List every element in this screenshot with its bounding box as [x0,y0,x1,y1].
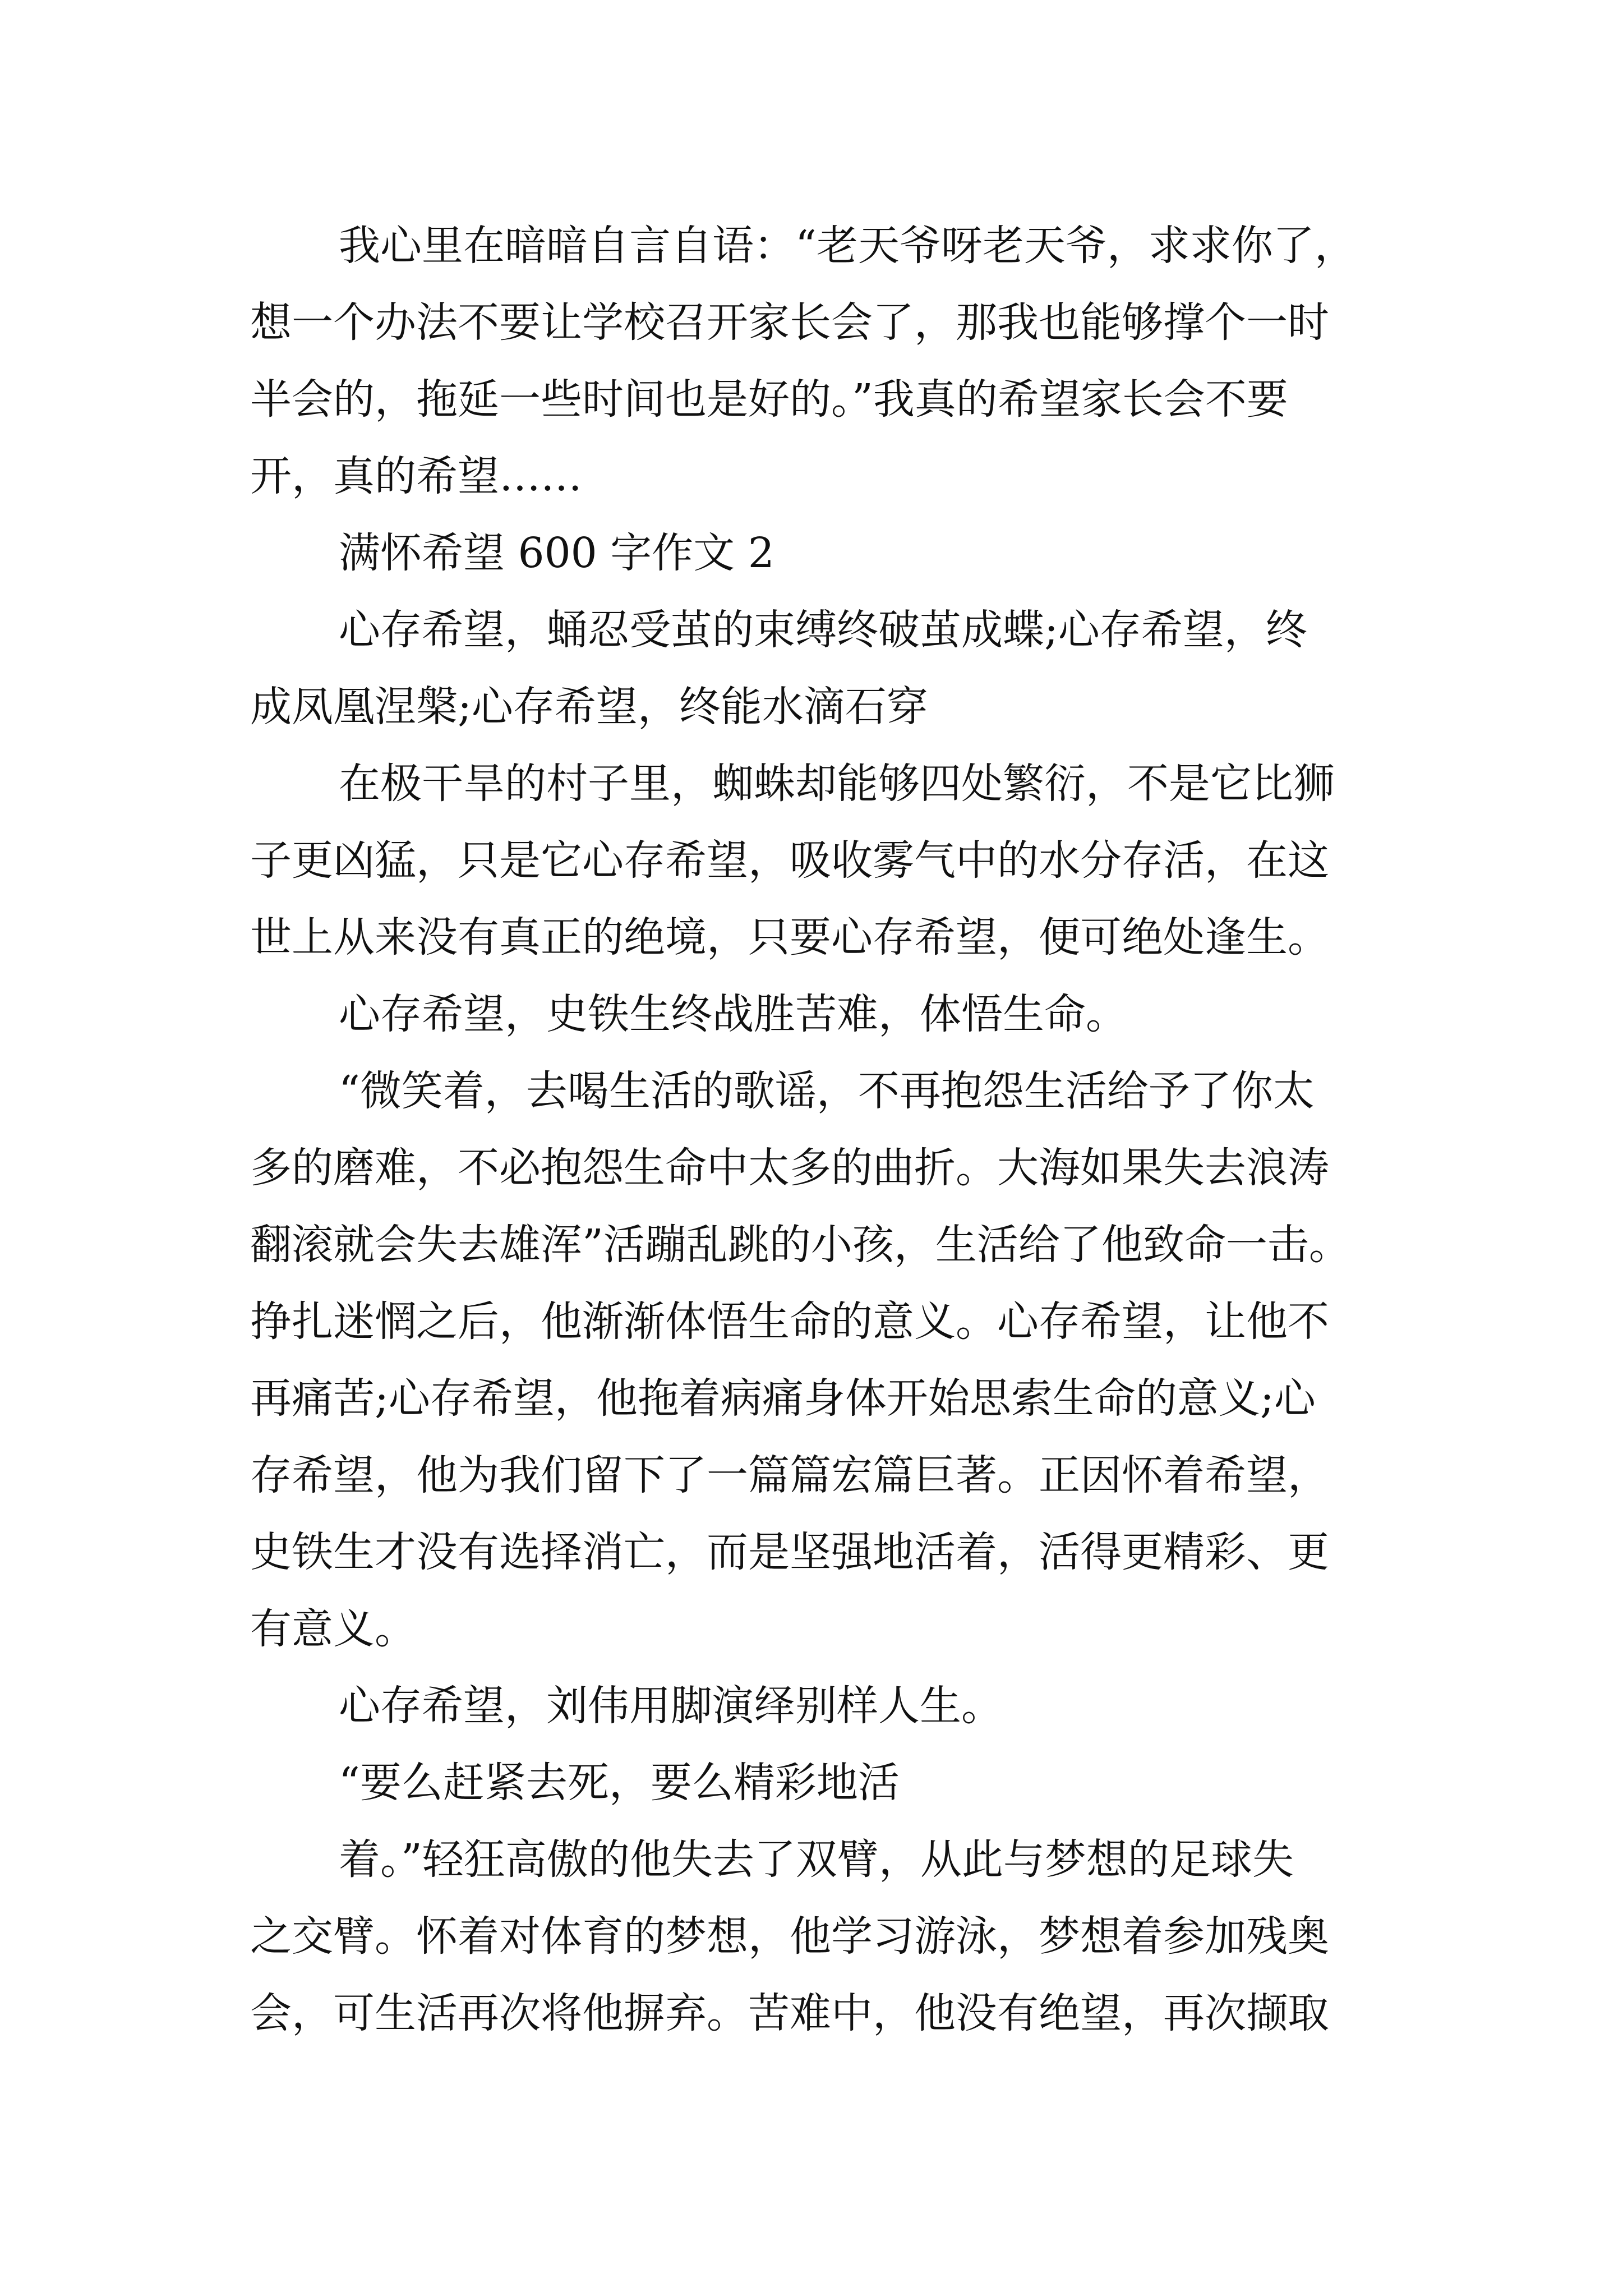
paragraph-line: 心存希望，史铁生终战胜苦难，体悟生命。 [339,990,1127,1038]
paragraph-line: 翻滚就会失去雄浑”活蹦乱跳的小孩，生活给了他致命一击。 [250,1221,1350,1269]
paragraph-line: 之交臂。怀着对体育的梦想，他学习游泳，梦想着参加残奥 [250,1912,1329,1961]
paragraph-line: 会，可生活再次将他摒弃。苦难中，他没有绝望，再次撷取 [250,1989,1329,2037]
paragraph-line: 挣扎迷惘之后，他渐渐体悟生命的意义。心存希望，让他不 [250,1297,1329,1346]
paragraph-line: 再痛苦;心存希望，他拖着病痛身体开始思索生命的意义;心 [250,1374,1316,1423]
paragraph-line: 多的磨难，不必抱怨生命中太多的曲折。大海如果失去浪涛 [250,1144,1329,1192]
section-heading: 满怀希望 600 字作文 2 [339,529,774,577]
paragraph-line: 存希望，他为我们留下了一篇篇宏篇巨著。正因怀着希望， [250,1451,1329,1499]
paragraph-line: 世上从来没有真正的绝境，只要心存希望，便可绝处逢生。 [250,913,1329,961]
paragraph-line: 成凤凰涅槃;心存希望，终能水滴石穿 [250,683,928,731]
paragraph-line: 有意义。 [250,1605,416,1653]
paragraph-line: 着。”轻狂高傲的他失去了双臂，从此与梦想的足球失 [339,1835,1294,1884]
paragraph-line: 想一个办法不要让学校召开家长会了，那我也能够撑个一时 [250,298,1329,347]
paragraph-line: 半会的，拖延一些时间也是好的。”我真的希望家长会不要 [250,375,1288,424]
paragraph-line: 史铁生才没有选择消亡，而是坚强地活着，活得更精彩、更 [250,1528,1329,1576]
paragraph-line: 心存希望，刘伟用脚演绎别样人生。 [339,1682,1003,1730]
paragraph-line: “微笑着，去喝生活的歌谣，不再抱怨生活给予了你太 [339,1067,1315,1115]
paragraph-line: 我心里在暗暗自言自语：“老天爷呀老天爷，求求你了， [339,222,1356,270]
paragraph-line: 在极干旱的村子里，蜘蛛却能够四处繁衍，不是它比狮 [339,760,1335,808]
paragraph-line: 开，真的希望…… [250,452,582,500]
paragraph-line: 子更凶猛，只是它心存希望，吸收雾气中的水分存活，在这 [250,836,1329,885]
paragraph-line: “要么赶紧去死，要么精彩地活 [339,1759,900,1807]
paragraph-line: 心存希望，蛹忍受茧的束缚终破茧成蝶;心存希望，终 [339,606,1307,654]
